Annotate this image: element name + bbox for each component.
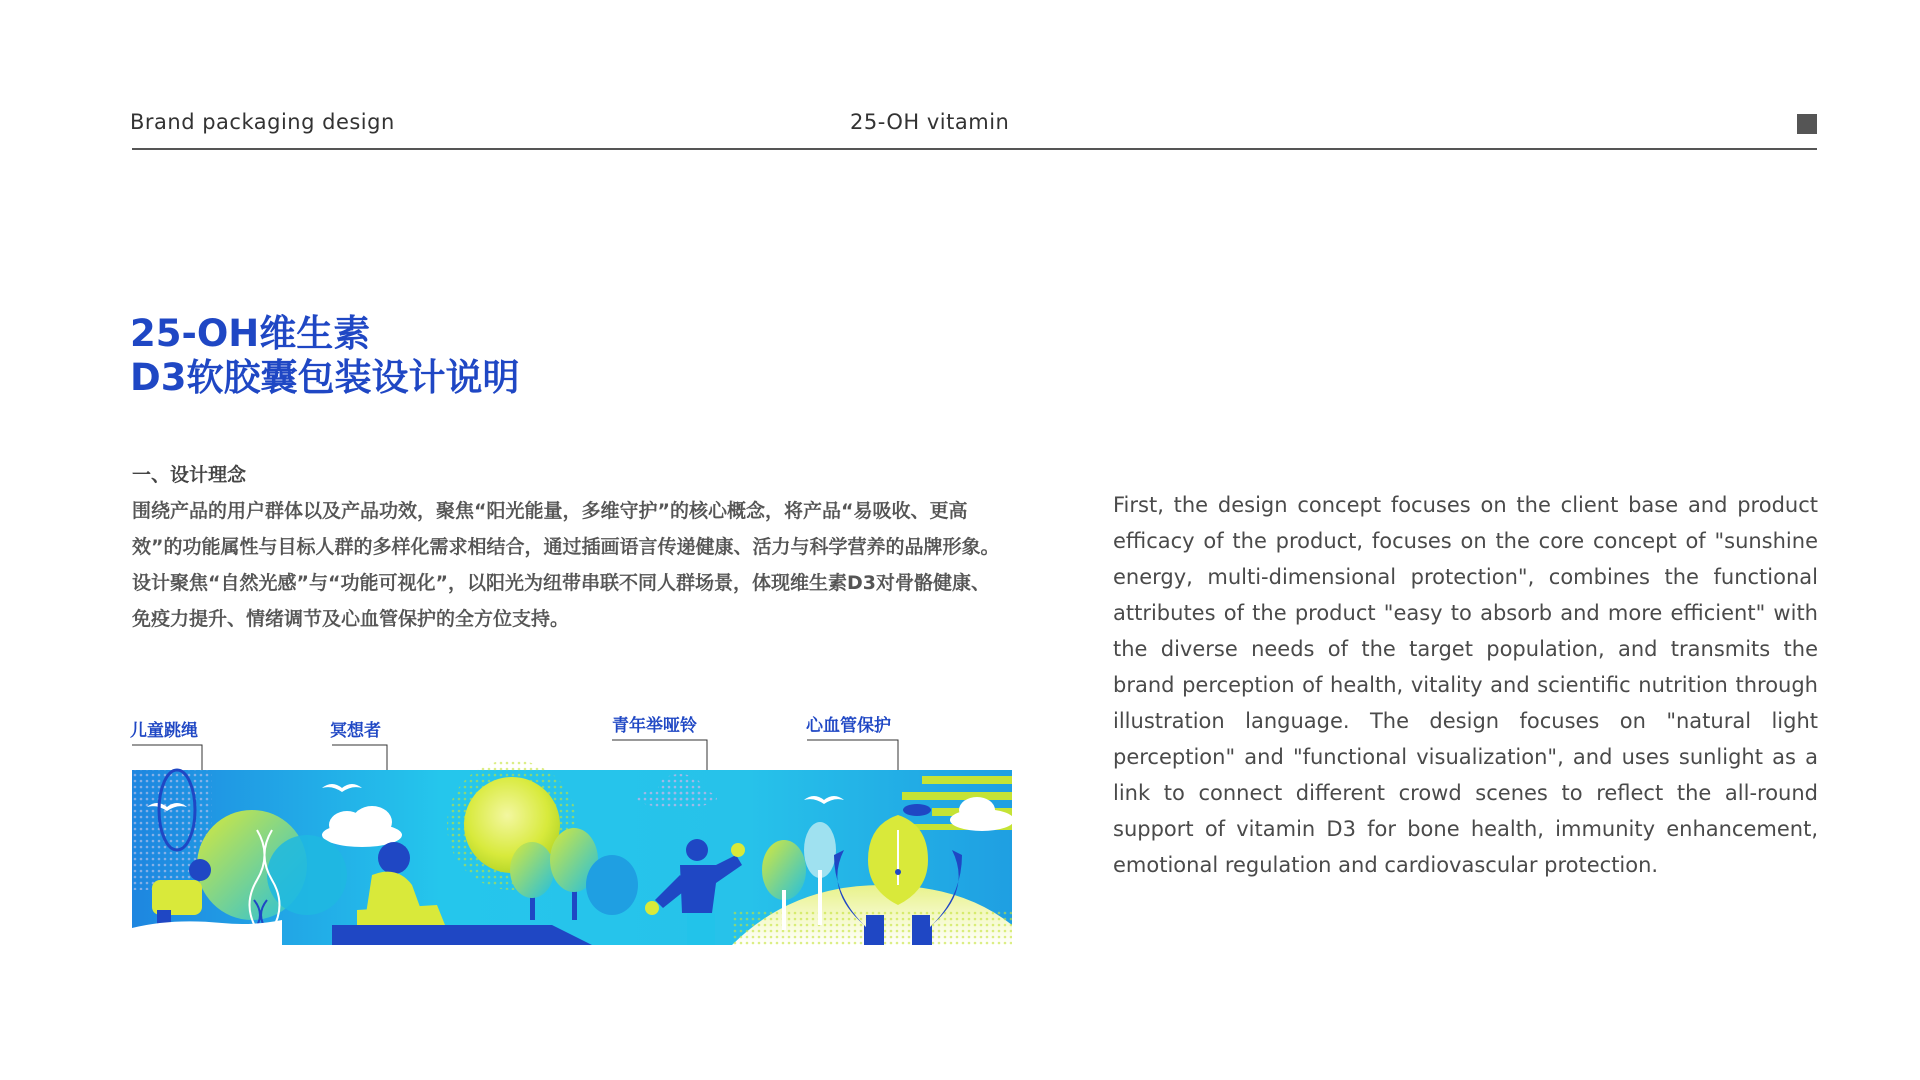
english-body-text: First, the design concept focuses on the client base and product efficacy of the product, focuses on the core concept of "sunshine energy, multi-dimensional protection", combines the functional attributes of the product "easy to absorb and more efficient" with the diverse needs of the target population, and transmits the brand perception of health, vitality and scientific nutrition through illustration language. The design focuses on "natural light perception" and "functional visualization", and uses sunlight as a link to connect different crowd scenes to reflect the all-round support of vitamin D3 for bone health, immunity enhancement, emotional regulation and cardiovascular protection. [1113, 493, 1818, 877]
header-brand-label: Brand packaging design [130, 110, 395, 134]
section-heading: 一、设计理念 [132, 464, 247, 486]
page-title-line2: D3软胶囊包装设计说明 [130, 356, 520, 399]
vitamin-illustration-banner [132, 700, 1012, 945]
callout-label-meditator: 冥想者 [330, 721, 381, 741]
blue-platform [332, 925, 592, 945]
header-square-mark [1797, 114, 1817, 134]
callout-label-youth-dumbbell: 青年举哑铃 [612, 716, 697, 736]
chinese-body-text: 围绕产品的用户群体以及产品功效，聚焦“阳光能量，多维守护”的核心概念，将产品“易吸收、更高效”的功能属性与目标人群的多样化需求相结合，通过插画语言传递健康、活力与科学营养的品牌形象。设计聚焦“自然光感”与“功能可视化”，以阳光为纽带串联不同人群场景，体现维生素D3对骨骼健康、免疫力提升、情绪调节及心血管保护的全方位支持。 [132, 500, 1000, 630]
page-title-line1: 25-OH维生素 [130, 312, 371, 355]
header-divider [132, 148, 1817, 150]
callout-label-cardio-protection: 心血管保护 [806, 716, 891, 736]
ground-left [132, 920, 282, 945]
header-product-label: 25-OH vitamin [850, 110, 1010, 134]
page-title [130, 312, 519, 400]
callout-label-child-jump-rope: 儿童跳绳 [130, 721, 198, 741]
